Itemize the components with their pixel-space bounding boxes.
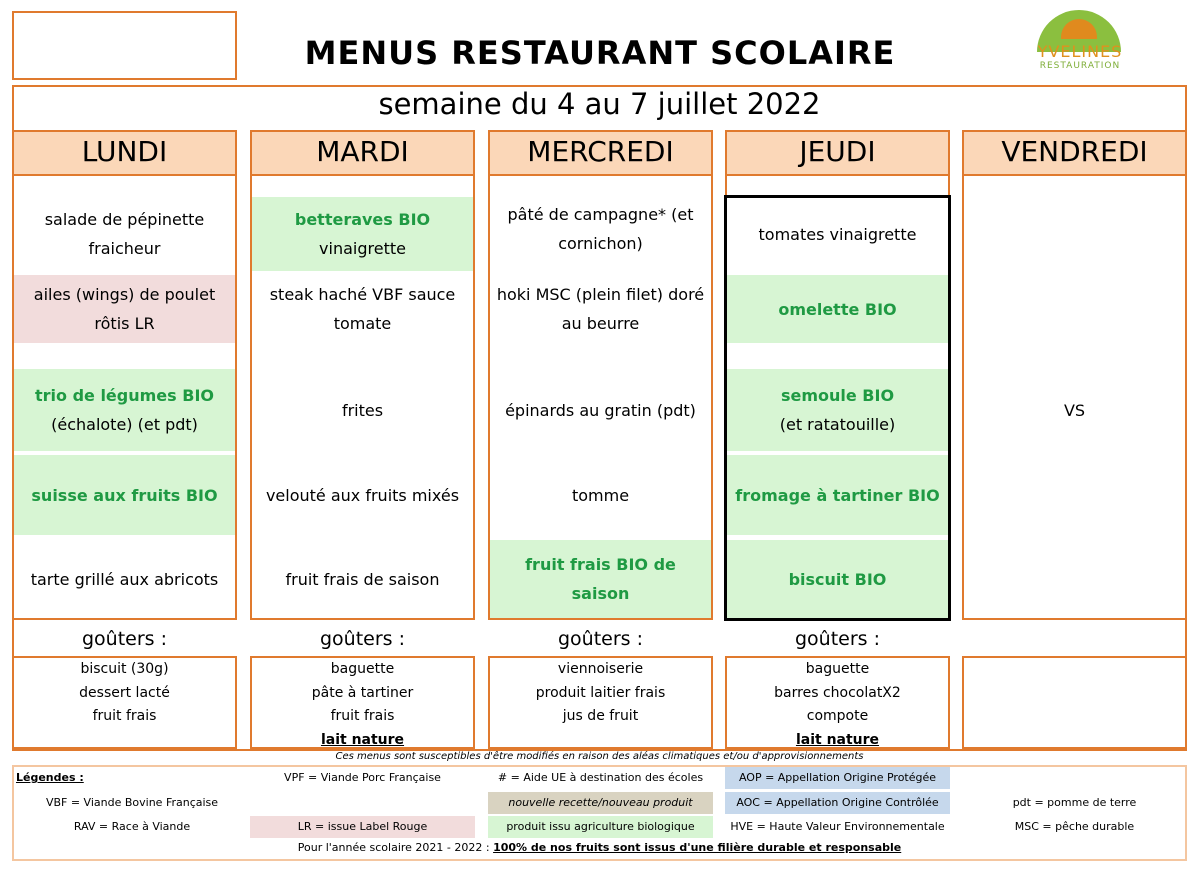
day-header-vendredi: VENDREDI	[962, 130, 1187, 176]
legend-title: Légendes :	[16, 771, 84, 784]
footer-prefix: Pour l'année scolaire 2021 - 2022 :	[297, 841, 490, 854]
menu-item-dessert: fruit frais BIO de saison	[490, 540, 711, 618]
menu-item-suite: vinaigrette	[319, 239, 406, 258]
gouters-box-vendredi	[962, 656, 1187, 749]
gouter-item: dessert lacté	[79, 684, 170, 701]
gouter-item: biscuit (30g)	[80, 661, 169, 677]
menu-item-vendredi: VS	[1063, 400, 1086, 420]
menu-item-laitage: tomme	[571, 485, 630, 505]
menu-item-dessert: tarte grillé aux abricots	[30, 569, 219, 589]
menu-item-laitage: fromage à tartiner BIO	[727, 455, 948, 535]
gouter-item: compote	[806, 708, 869, 724]
menu-item-entree: salade de pépinette fraicheur	[44, 210, 205, 258]
footer-highlight: 100% de nos fruits sont issus d'une filière durable et responsable	[493, 841, 902, 854]
menu-item-suite: (échalote) (et pdt)	[51, 415, 198, 434]
bio-label: semoule BIO	[780, 386, 895, 405]
gouter-item: lait nature	[320, 731, 405, 748]
page-title: MENUS RESTAURANT SCOLAIRE	[304, 34, 896, 72]
footer-note	[14, 841, 1185, 854]
legend-vbf: VBF = Viande Bovine Française	[45, 796, 219, 809]
disclaimer-note: Ces menus sont susceptibles d'être modifiés en raison des aléas climatiques et/ou d'approvisionnements	[335, 751, 864, 762]
gouters-box-lundi	[12, 656, 237, 749]
gouter-item: baguette	[805, 661, 870, 677]
bio-label: betteraves BIO	[294, 210, 431, 229]
menu-item-plat: omelette BIO	[727, 275, 948, 343]
gouters-box-jeudi	[725, 656, 950, 749]
menu-item-suite: (et ratatouille)	[779, 415, 896, 434]
gouter-item: pâte à tartiner	[311, 684, 414, 701]
legend-vpf: VPF = Viande Porc Française	[284, 771, 441, 784]
legend-msc: MSC = pêche durable	[1014, 820, 1135, 833]
header-empty-box	[12, 11, 237, 80]
legend-rav: RAV = Race à Viande	[73, 820, 191, 833]
menu-item-laitage: velouté aux fruits mixés	[265, 485, 460, 505]
legend-bio: produit issu agriculture biologique	[488, 816, 713, 838]
menu-item-plat: hoki MSC (plein filet) doré au beurre	[496, 285, 705, 333]
gouter-item: fruit frais	[92, 708, 157, 724]
legend-aoc: AOC = Appellation Origine Contrôlée	[725, 792, 950, 814]
day-header-lundi: LUNDI	[12, 130, 237, 176]
legend-aide-ue: # = Aide UE à destination des écoles	[497, 771, 704, 784]
menu-item-dessert: biscuit BIO	[727, 540, 948, 618]
jeudi-highlight-frame	[724, 195, 951, 621]
menu-item-accompagnement: frites	[341, 400, 384, 420]
gouter-item: fruit frais	[330, 708, 395, 724]
gouters-box-mardi	[250, 656, 475, 749]
gouters-label: goûters :	[557, 628, 644, 650]
legend-nouvelle: nouvelle recette/nouveau produit	[488, 792, 713, 814]
menu-item-plat: ailes (wings) de poulet rôtis LR	[14, 275, 235, 343]
gouters-label: goûters :	[81, 628, 168, 650]
day-header-mercredi: MERCREDI	[488, 130, 713, 176]
day-header-jeudi: JEUDI	[725, 130, 950, 176]
gouters-label: goûters :	[319, 628, 406, 650]
gouter-item: barres chocolatX2	[774, 684, 901, 701]
legend-pdt: pdt = pomme de terre	[1012, 796, 1137, 809]
day-header-mardi: MARDI	[250, 130, 475, 176]
gouters-label: goûters :	[794, 628, 881, 650]
legend-lr: LR = issue Label Rouge	[250, 816, 475, 838]
menu-item-entree: tomates vinaigrette	[758, 224, 917, 244]
menu-item-entree: pâté de campagne* (et cornichon)	[507, 205, 694, 253]
gouter-item: jus de fruit	[562, 708, 639, 724]
gouter-item: lait nature	[795, 731, 880, 748]
logo-subtext: RESTAURATION	[1039, 61, 1121, 71]
week-subtitle: semaine du 4 au 7 juillet 2022	[378, 87, 821, 121]
logo-text: YVELINES	[1037, 42, 1123, 61]
gouters-box-mercredi	[488, 656, 713, 749]
menu-item-dessert: fruit frais de saison	[285, 569, 440, 589]
menu-item-accompagnement: épinards au gratin (pdt)	[505, 400, 696, 420]
menu-item-entree	[252, 197, 473, 271]
gouter-item: baguette	[330, 661, 395, 677]
yvelines-logo	[1015, 8, 1145, 78]
bio-label: trio de légumes BIO	[34, 386, 214, 405]
legend-aop: AOP = Appellation Origine Protégée	[725, 767, 950, 789]
legend-hve: HVE = Haute Valeur Environnementale	[730, 820, 945, 833]
gouter-item: viennoiserie	[557, 661, 644, 677]
gouter-item: produit laitier frais	[535, 684, 666, 701]
menu-item-laitage: suisse aux fruits BIO	[14, 455, 235, 535]
menu-item-plat: steak haché VBF sauce tomate	[269, 285, 456, 333]
menu-item-accompagnement	[14, 369, 235, 451]
